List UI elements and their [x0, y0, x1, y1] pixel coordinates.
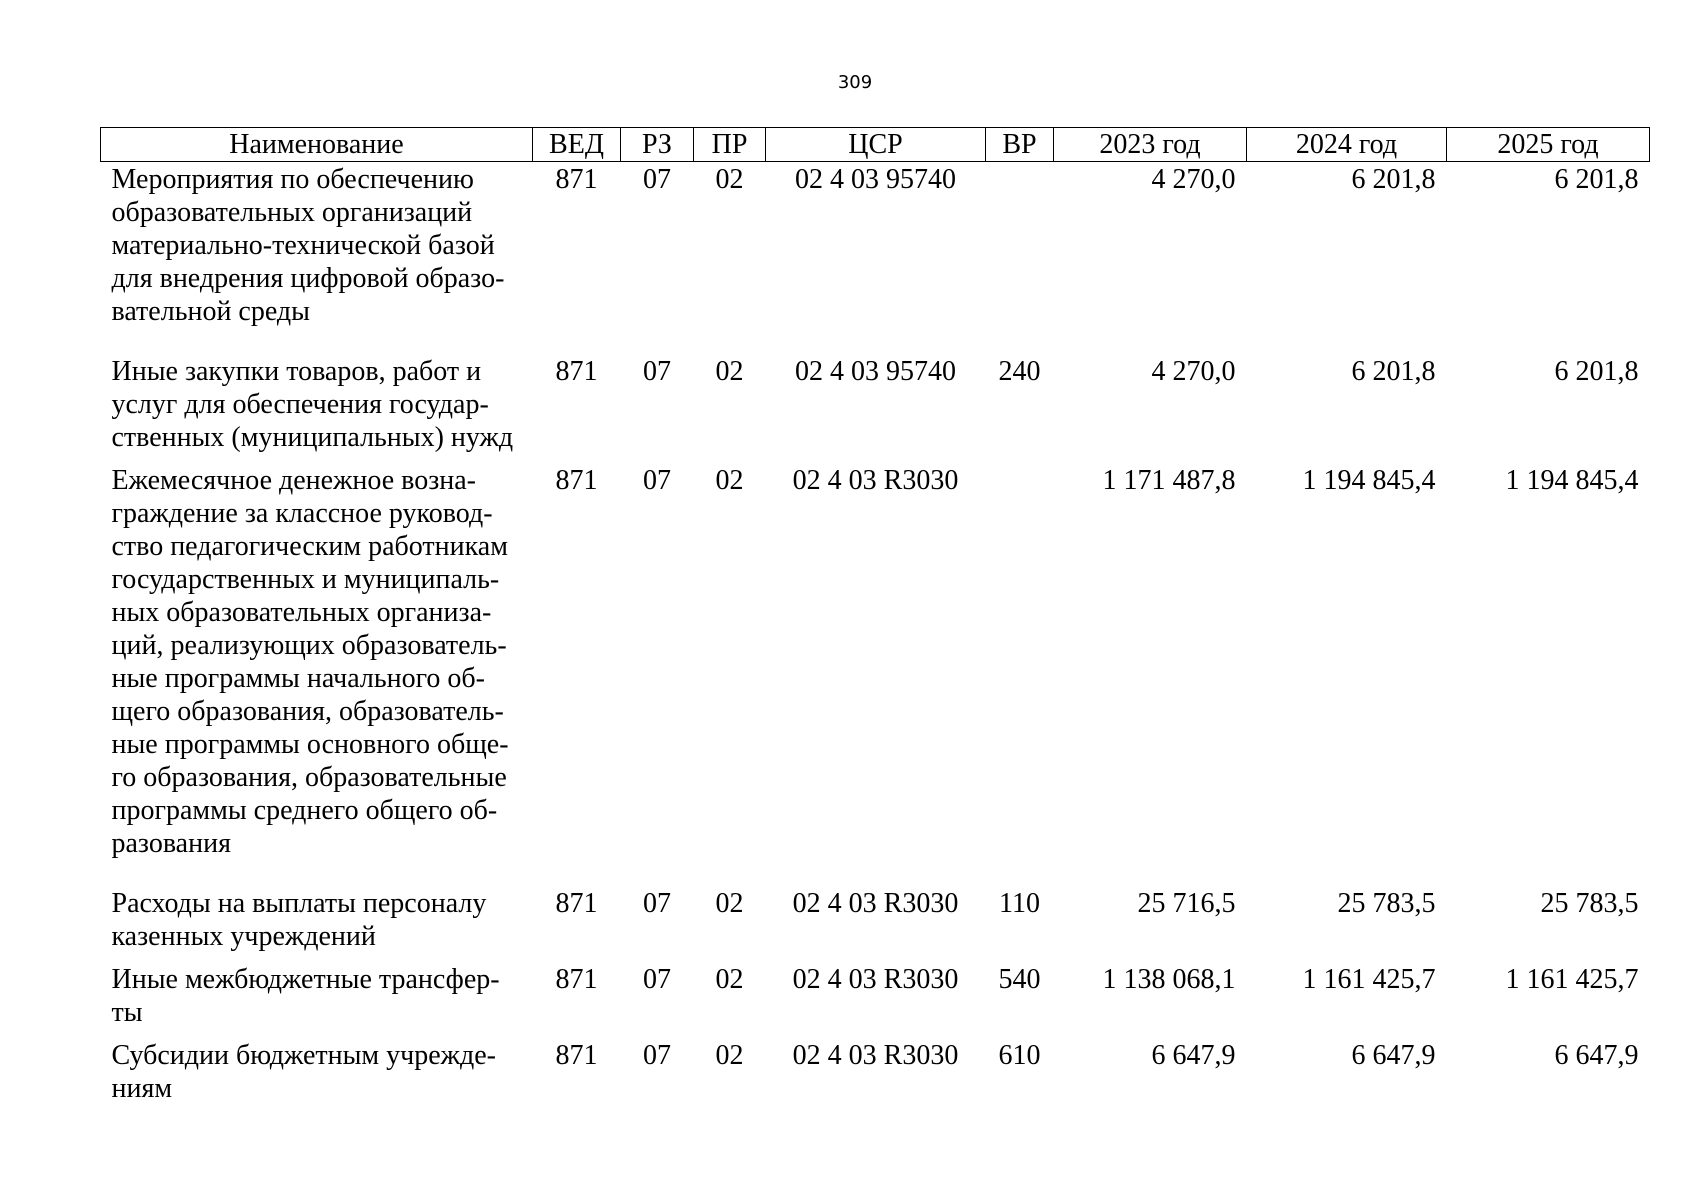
header-ved: ВЕД [533, 128, 621, 162]
row-ved: 871 [555, 964, 598, 995]
row-ved: 871 [555, 1040, 598, 1071]
row-2025: 6 201,8 [1554, 356, 1639, 387]
row-rz: 07 [643, 888, 671, 919]
row-2023: 4 270,0 [1151, 164, 1236, 195]
row-2025: 1 161 425,7 [1505, 964, 1639, 995]
budget-table [100, 127, 1650, 1105]
header-2024: 2024 год [1247, 128, 1447, 162]
row-rz: 07 [643, 465, 671, 496]
row-vr [986, 464, 1054, 887]
table-row [101, 963, 1650, 1039]
table-row [101, 355, 1650, 464]
row-rz: 07 [643, 164, 671, 195]
row-2024: 1 161 425,7 [1302, 964, 1436, 995]
header-2023: 2023 год [1054, 128, 1247, 162]
row-2024: 25 783,5 [1337, 888, 1436, 919]
row-2025: 25 783,5 [1540, 888, 1639, 919]
table-header [101, 128, 1650, 162]
row-vr: 240 [998, 356, 1041, 387]
row-pr: 02 [715, 465, 744, 496]
row-2023: 1 171 487,8 [1102, 465, 1236, 496]
row-pr: 02 [715, 164, 744, 195]
header-csr: ЦСР [766, 128, 986, 162]
row-name: Мероприятия по обеспечению образовательных организаций материально-технической базой для внедрения цифровой образо-вательной среды [111, 164, 505, 327]
row-rz: 07 [643, 964, 671, 995]
row-2024: 6 201,8 [1351, 356, 1436, 387]
header-vr: ВР [986, 128, 1054, 162]
header-2025: 2025 год [1447, 128, 1650, 162]
row-vr: 540 [998, 964, 1041, 995]
row-ved: 871 [555, 356, 598, 387]
row-ved: 871 [555, 465, 598, 496]
row-name: Субсидии бюджетным учрежде-ниям [111, 1040, 496, 1104]
table-row [101, 162, 1650, 356]
row-ved: 871 [555, 164, 598, 195]
row-vr: 610 [998, 1040, 1041, 1071]
row-name: Иные закупки товаров, работ и услуг для обеспечения государ-ственных (муниципальных) нужд [111, 356, 514, 453]
row-2025: 1 194 845,4 [1505, 465, 1639, 496]
row-csr: 02 4 03 95740 [795, 164, 956, 195]
table-row [101, 1039, 1650, 1105]
row-ved: 871 [555, 888, 598, 919]
row-2023: 4 270,0 [1151, 356, 1236, 387]
row-vr [986, 162, 1054, 356]
row-2024: 6 201,8 [1351, 164, 1436, 195]
row-2023: 1 138 068,1 [1102, 964, 1236, 995]
table-row [101, 464, 1650, 887]
page-number: 309 [837, 72, 873, 93]
header-rz: РЗ [621, 128, 694, 162]
row-2025: 6 201,8 [1554, 164, 1639, 195]
row-pr: 02 [715, 356, 744, 387]
row-rz: 07 [643, 356, 671, 387]
row-pr: 02 [715, 888, 744, 919]
row-name: Расходы на выплаты персоналу казенных учреждений [111, 888, 487, 952]
row-pr: 02 [715, 1040, 744, 1071]
row-2025: 6 647,9 [1554, 1040, 1639, 1071]
row-2024: 1 194 845,4 [1302, 465, 1436, 496]
table-body [101, 162, 1650, 1106]
row-2023: 6 647,9 [1151, 1040, 1236, 1071]
row-csr: 02 4 03 R3030 [792, 465, 959, 496]
row-csr: 02 4 03 R3030 [792, 1040, 959, 1071]
header-row [101, 128, 1650, 162]
row-csr: 02 4 03 95740 [795, 356, 956, 387]
row-name: Иные межбюджетные трансфер-ты [111, 964, 500, 1028]
header-pr: ПР [694, 128, 766, 162]
header-name: Наименование [101, 128, 533, 162]
row-csr: 02 4 03 R3030 [792, 964, 959, 995]
row-csr: 02 4 03 R3030 [792, 888, 959, 919]
table-row [101, 887, 1650, 963]
row-pr: 02 [715, 964, 744, 995]
row-rz: 07 [643, 1040, 671, 1071]
row-2024: 6 647,9 [1351, 1040, 1436, 1071]
row-name: Ежемесячное денежное возна-граждение за классное руковод-ство педагогическим работникам государственных и муниципаль-ных образовательных организа-ций, реализующих образователь-ные программы начального об-щего образования, образователь-ные программы основного обще-го образования, образовательные программы среднего общего об-разования [111, 465, 509, 859]
row-vr: 110 [999, 888, 1040, 919]
row-2023: 25 716,5 [1137, 888, 1236, 919]
